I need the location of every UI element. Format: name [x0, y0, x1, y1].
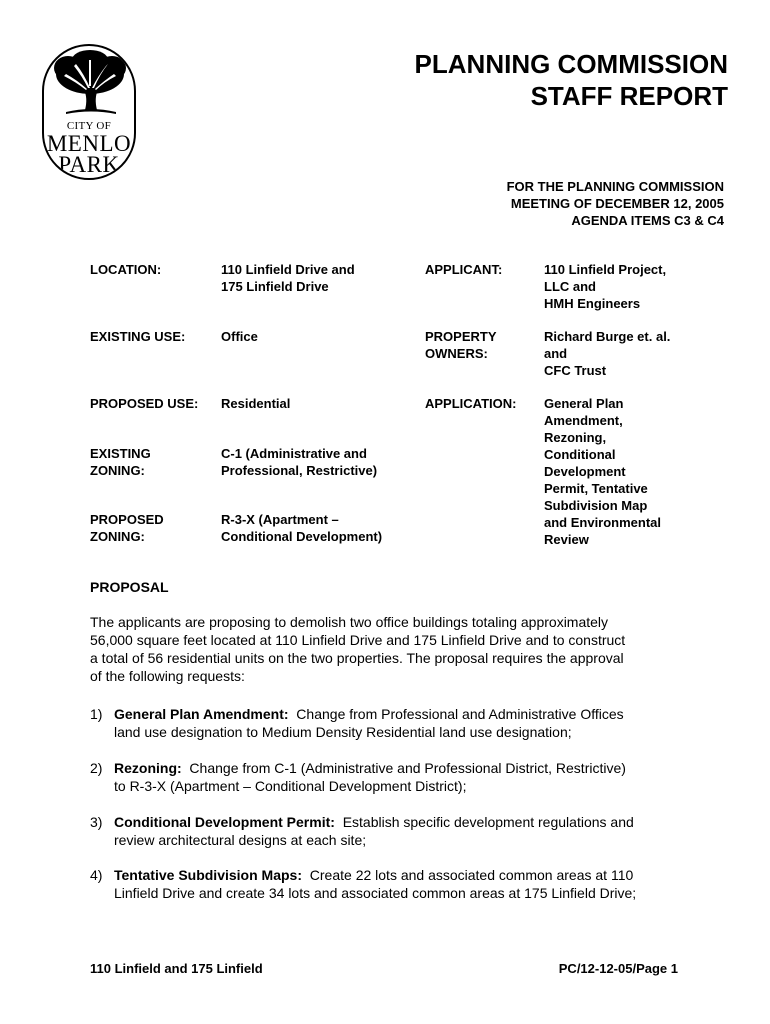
applicant-label: APPLICANT:: [425, 262, 503, 277]
report-title-line1: PLANNING COMMISSION: [414, 49, 728, 79]
proposed-zoning-label-line: ZONING:: [90, 529, 145, 544]
request-title: General Plan Amendment:: [114, 706, 289, 722]
proposed-zoning-value: [221, 511, 382, 545]
request-number: 4): [90, 867, 103, 883]
application-value-line: Permit, Tentative: [544, 481, 648, 496]
seal-menlo: MENLO: [46, 131, 132, 156]
footer-page-number: PC/12-12-05/Page 1: [558, 961, 678, 976]
application-value-line: Amendment,: [544, 413, 623, 428]
proposed-zoning-label-line: PROPOSED: [90, 512, 164, 527]
existing-use-value: Office: [221, 329, 258, 344]
existing-zoning-value: [221, 445, 377, 479]
request-text: Linfield Drive and create 34 lots and associated common areas at 175 Linfield Drive;: [114, 885, 637, 901]
application-value-line: and Environmental: [544, 515, 662, 530]
proposed-zoning-value-line: R-3-X (Apartment –: [221, 512, 339, 527]
application-value-line: Development: [544, 464, 626, 479]
owners-label-line: PROPERTY: [425, 329, 497, 344]
request-title: Conditional Development Permit:: [114, 814, 335, 830]
location-value-line: 110 Linfield Drive and: [221, 262, 355, 277]
existing-use-label: EXISTING USE:: [90, 329, 186, 344]
application-value-line: Rezoning,: [544, 430, 607, 445]
application-value-line: General Plan: [544, 396, 624, 411]
location-value: [221, 261, 355, 295]
existing-zoning-value-line: Professional, Restrictive): [221, 463, 378, 478]
owners-label-line: OWNERS:: [425, 346, 488, 361]
request-text: Create 22 lots and associated common areas at 110: [302, 867, 634, 883]
paragraph-line: of the following requests:: [90, 668, 245, 684]
meeting-info-line3: AGENDA ITEMS C3 & C4: [571, 213, 724, 228]
proposal-heading: PROPOSAL: [90, 579, 169, 595]
request-title: Tentative Subdivision Maps:: [114, 867, 302, 883]
footer-project-name: 110 Linfield and 175 Linfield: [90, 961, 263, 976]
request-text: Change from Professional and Administrative Offices: [288, 706, 624, 722]
paragraph-line: The applicants are proposing to demolish two office buildings totaling approximately: [90, 614, 609, 630]
location-label: LOCATION:: [90, 262, 162, 277]
request-text: land use designation to Medium Density Residential land use designation;: [114, 724, 572, 740]
request-text: to R-3-X (Apartment – Conditional Development District);: [114, 778, 467, 794]
location-value-line: 175 Linfield Drive: [221, 279, 329, 294]
owners-value-line: Richard Burge et. al.: [544, 329, 671, 344]
owners-label: [425, 328, 497, 362]
owners-value-line: CFC Trust: [544, 363, 607, 378]
application-value-line: Review: [544, 532, 589, 547]
request-number: 3): [90, 814, 103, 830]
application-value-line: Subdivision Map: [544, 498, 648, 513]
application-value: [544, 395, 661, 548]
request-number: 2): [90, 760, 103, 776]
paragraph-line: a total of 56 residential units on the two properties. The proposal requires the approval: [90, 650, 624, 666]
request-number: 1): [90, 706, 103, 722]
application-label: APPLICATION:: [425, 396, 517, 411]
existing-zoning-label: [90, 445, 151, 479]
city-seal-logo: [42, 44, 136, 180]
owners-value-line: and: [544, 346, 568, 361]
owners-value: [544, 328, 670, 379]
seal-city-of: CITY OF: [66, 120, 112, 132]
request-text: Change from C-1 (Administrative and Professional District, Restrictive): [181, 760, 626, 776]
proposed-zoning-value-line: Conditional Development): [221, 529, 383, 544]
proposed-zoning-label: [90, 511, 164, 545]
meeting-info-line2: MEETING OF DECEMBER 12, 2005: [510, 196, 724, 211]
existing-zoning-label-line: ZONING:: [90, 463, 145, 478]
existing-zoning-label-line: EXISTING: [90, 446, 151, 461]
applicant-value: [544, 261, 666, 312]
applicant-value-line: HMH Engineers: [544, 296, 641, 311]
proposal-paragraph: [90, 613, 690, 685]
request-text: Establish specific development regulations and: [334, 814, 634, 830]
paragraph-line: 56,000 square feet located at 110 Linfield Drive and 175 Linfield Drive and to construct: [90, 632, 626, 648]
meeting-info-line1: FOR THE PLANNING COMMISSION: [506, 179, 724, 194]
seal-park: PARK: [58, 152, 120, 177]
request-text: review architectural designs at each site;: [114, 832, 367, 848]
report-title: [415, 48, 728, 112]
applicant-value-line: LLC and: [544, 279, 596, 294]
proposed-use-label: PROPOSED USE:: [90, 396, 199, 411]
request-title: Rezoning:: [114, 760, 182, 776]
proposed-use-value: Residential: [221, 396, 291, 411]
meeting-info: [507, 178, 724, 229]
report-title-line2: STAFF REPORT: [530, 81, 728, 111]
oak-tree-icon: [44, 46, 136, 126]
application-value-line: Conditional: [544, 447, 616, 462]
existing-zoning-value-line: C-1 (Administrative and: [221, 446, 367, 461]
applicant-value-line: 110 Linfield Project,: [544, 262, 667, 277]
